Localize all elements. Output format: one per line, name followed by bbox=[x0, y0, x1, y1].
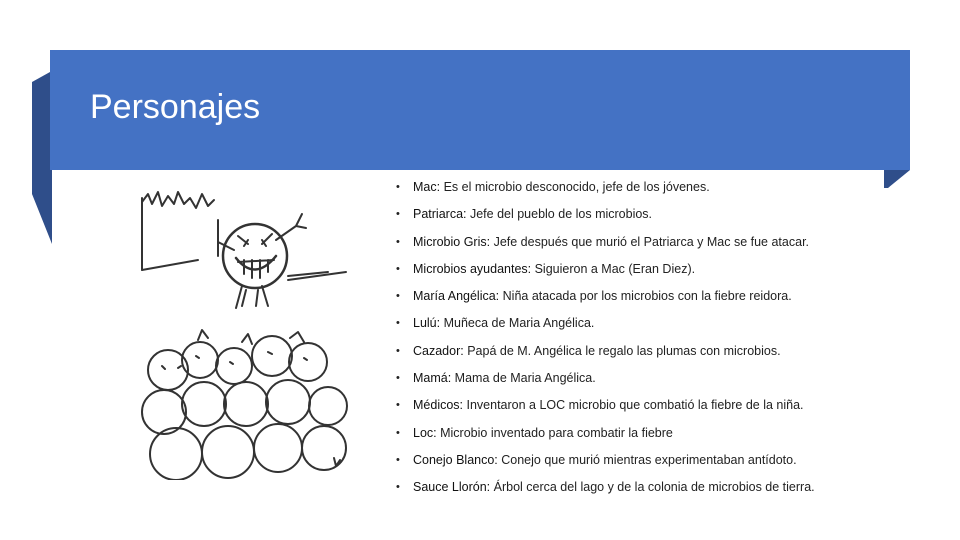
character-description: Muñeca de Maria Angélica. bbox=[440, 316, 595, 331]
character-description: Conejo que murió mientras experimentaban antídoto. bbox=[497, 452, 797, 467]
bullet-glyph: • bbox=[396, 372, 400, 385]
character-description: Árbol cerca del lago y de la colonia de microbios de tierra. bbox=[490, 480, 815, 495]
bullet-glyph: • bbox=[396, 262, 400, 275]
character-name: Mac: bbox=[413, 180, 441, 194]
bullet-glyph: • bbox=[396, 344, 400, 357]
character-description: Es el microbio desconocido, jefe de los jóvenes. bbox=[440, 180, 710, 194]
character-description: Siguieron a Mac (Eran Diez). bbox=[531, 261, 696, 276]
bullet-glyph: • bbox=[396, 481, 400, 494]
character-name: Conejo Blanco: bbox=[413, 452, 498, 467]
list-item bbox=[396, 338, 936, 365]
character-description: Papá de M. Angélica le regalo las plumas con microbios. bbox=[463, 343, 781, 358]
list-item bbox=[396, 283, 936, 310]
bullet-glyph: • bbox=[396, 399, 400, 412]
list-item bbox=[396, 447, 936, 474]
character-name: Loc: bbox=[413, 425, 437, 440]
character-name: Microbio Gris: bbox=[413, 234, 491, 249]
list-item bbox=[396, 201, 936, 228]
character-name: Cazador: bbox=[413, 343, 464, 358]
character-name: María Angélica: bbox=[413, 289, 500, 304]
bullet-glyph: • bbox=[396, 453, 400, 466]
list-item bbox=[396, 420, 936, 447]
slide-title: Personajes bbox=[90, 88, 261, 126]
list-item bbox=[396, 310, 936, 337]
character-name: Patriarca: bbox=[413, 207, 467, 222]
character-description: Jefe después que murió el Patriarca y Mac se fue atacar. bbox=[490, 234, 810, 249]
character-name: Sauce Llorón: bbox=[413, 480, 491, 495]
character-list bbox=[396, 174, 936, 502]
character-description: Niña atacada por los microbios con la fiebre reidora. bbox=[499, 289, 792, 304]
character-description: Mama de Maria Angélica. bbox=[451, 371, 596, 386]
list-item bbox=[396, 229, 936, 256]
character-name: Mamá: bbox=[413, 371, 452, 386]
bullet-glyph: • bbox=[396, 290, 400, 303]
character-name: Médicos: bbox=[413, 398, 464, 413]
list-item bbox=[396, 174, 936, 201]
character-description: Microbio inventado para combatir la fiebre bbox=[436, 425, 673, 440]
list-item bbox=[396, 365, 936, 392]
bullet-glyph: • bbox=[396, 208, 400, 221]
bullet-glyph: • bbox=[396, 426, 400, 439]
microbes-drawing-icon bbox=[138, 190, 350, 480]
list-item bbox=[396, 392, 936, 419]
bullet-glyph: • bbox=[396, 317, 400, 330]
bullet-glyph: • bbox=[396, 181, 400, 193]
character-description: Jefe del pueblo de los microbios. bbox=[466, 207, 653, 222]
character-name: Lulú: bbox=[413, 316, 441, 331]
list-item bbox=[396, 474, 936, 501]
character-name: Microbios ayudantes: bbox=[413, 261, 532, 276]
list-item bbox=[396, 256, 936, 283]
bullet-glyph: • bbox=[396, 235, 400, 248]
character-description: Inventaron a LOC microbio que combatió la fiebre de la niña. bbox=[463, 398, 804, 413]
title-fold-left-shape bbox=[32, 72, 52, 244]
